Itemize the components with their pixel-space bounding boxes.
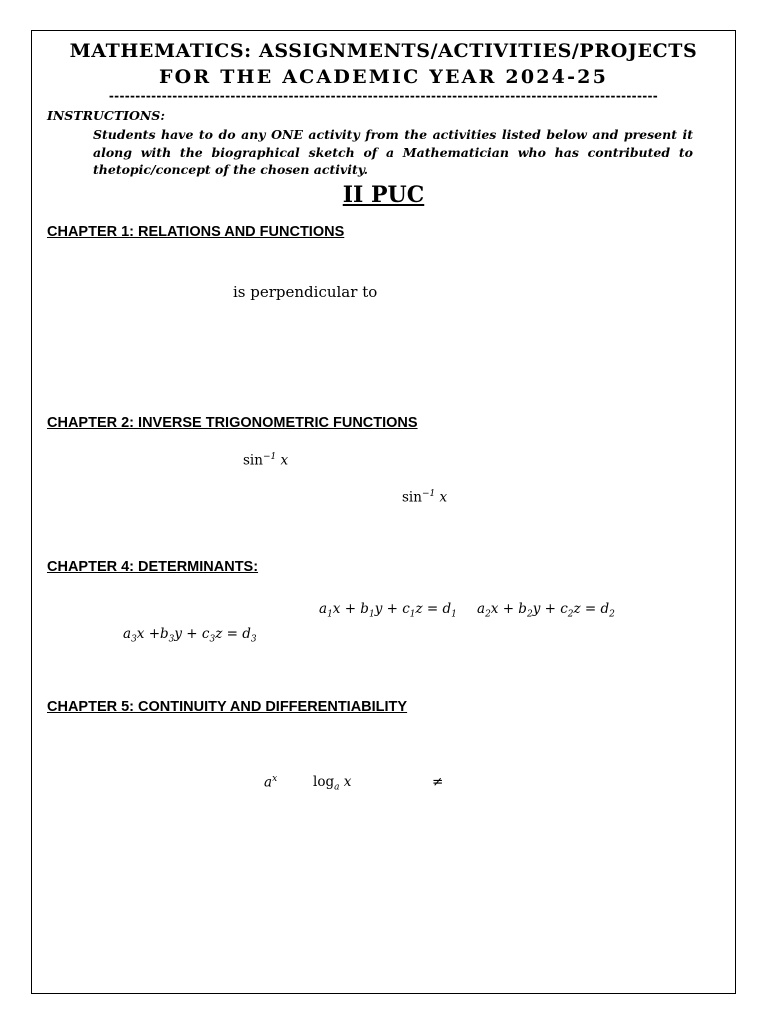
chapter-1-heading: CHAPTER 1: RELATIONS AND FUNCTIONS xyxy=(47,224,345,240)
linear-equation-3: $a_3x +b_3y + c_3z = d_3$ xyxy=(123,626,257,645)
separator-line: -------------------------------------------------------------------------------------------------------- xyxy=(108,89,659,103)
not-equal-symbol: ≠ xyxy=(432,774,444,790)
exponential-expression: $a^x$ xyxy=(264,774,278,791)
instructions-text: Students have to do any ONE activity from the activities listed below and present it along with the biographical sketch of a Mathematician who has contributed to thetopic/concept of the chosen activity. xyxy=(93,127,693,177)
chapter-2-heading: CHAPTER 2: INVERSE TRIGONOMETRIC FUNCTIONS xyxy=(47,415,418,431)
instructions-heading: INSTRUCTIONS: xyxy=(47,108,165,123)
chapter-4-heading: CHAPTER 4: DETERMINANTS: xyxy=(47,559,259,575)
linear-equation-2: $a_2x + b_2y + c_2z = d_2$ xyxy=(477,601,615,620)
arcsin-expression-2: $\sin^{-1} x$ xyxy=(402,489,448,506)
logarithm-expression: $\log_a x$ xyxy=(313,774,352,793)
chapter-5-heading: CHAPTER 5: CONTINUITY AND DIFFERENTIABILITY xyxy=(47,699,408,715)
arcsin-expression-1: $\sin^{-1} x$ xyxy=(243,452,289,469)
document-title-line-1: MATHEMATICS: ASSIGNMENTS/ACTIVITIES/PROJECTS xyxy=(69,40,698,62)
class-heading: II PUC xyxy=(342,182,425,208)
document-title-line-2: FOR THE ACADEMIC YEAR 2024-25 xyxy=(158,66,609,88)
perpendicular-text: is perpendicular to xyxy=(233,283,378,301)
linear-equation-1: $a_1x + b_1y + c_1z = d_1$ xyxy=(319,601,457,620)
